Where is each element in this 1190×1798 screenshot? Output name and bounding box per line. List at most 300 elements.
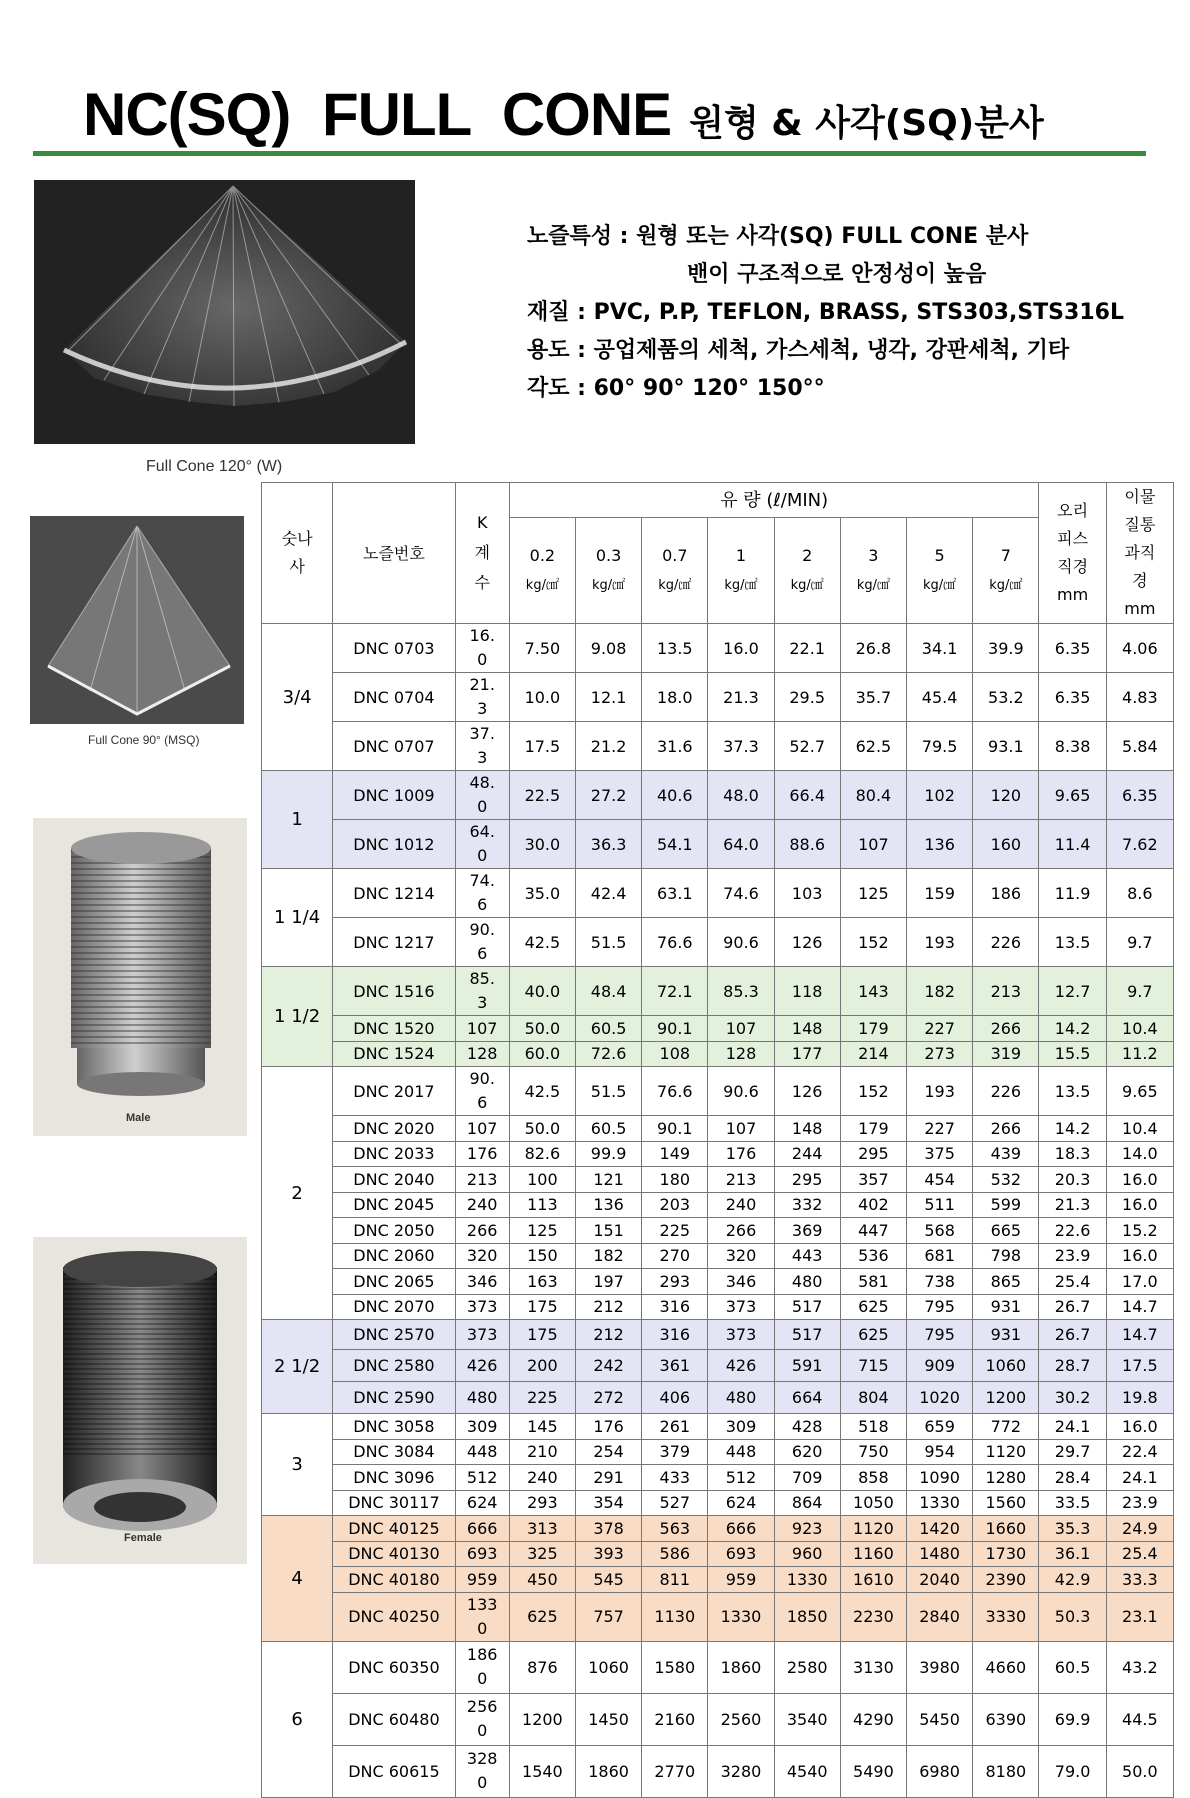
value-cell: 22.4	[1106, 1439, 1173, 1465]
value-cell: 25.4	[1106, 1541, 1173, 1567]
spec-nozzle-characteristics: 노즐특성 : 원형 또는 사각(SQ) FULL CONE 분사	[527, 224, 1029, 249]
value-cell: 439	[973, 1141, 1039, 1167]
value-cell: 30.2	[1039, 1382, 1106, 1414]
value-cell: 426	[708, 1350, 774, 1382]
value-cell: 136	[907, 820, 973, 869]
value-cell: 319	[973, 1041, 1039, 1067]
value-cell: 150	[509, 1243, 575, 1269]
value-cell: 76.6	[642, 1067, 708, 1116]
value-cell: 545	[575, 1567, 641, 1593]
value-cell: 295	[840, 1141, 906, 1167]
table-row	[262, 673, 1174, 722]
pressure-value: 0.7	[662, 545, 688, 565]
value-cell: 858	[840, 1465, 906, 1491]
value-cell: 512	[708, 1465, 774, 1491]
table-row	[262, 1218, 1174, 1244]
value-cell: 4660	[973, 1641, 1039, 1693]
value-cell: 1420	[907, 1516, 973, 1542]
value-cell: 2770	[642, 1745, 708, 1797]
value-cell: 85.3	[708, 967, 774, 1016]
value-cell: 45.4	[907, 673, 973, 722]
value-cell: 54.1	[642, 820, 708, 869]
value-cell: 313	[509, 1516, 575, 1542]
value-cell: 18.0	[642, 673, 708, 722]
model-cell: DNC 0707	[333, 722, 455, 771]
value-cell: 28.7	[1039, 1350, 1106, 1382]
model-cell: DNC 2570	[333, 1320, 455, 1350]
size-cell: 2 1/2	[262, 1320, 333, 1414]
value-cell: 10.0	[509, 673, 575, 722]
value-cell: 225	[642, 1218, 708, 1244]
value-cell: 1730	[973, 1541, 1039, 1567]
value-cell: 28.4	[1039, 1465, 1106, 1491]
value-cell: 27.2	[575, 771, 641, 820]
value-cell: 16.0	[708, 624, 774, 673]
value-cell: 563	[642, 1516, 708, 1542]
value-cell: 664	[774, 1382, 840, 1414]
value-cell: 527	[642, 1490, 708, 1516]
value-cell: 44.5	[1106, 1693, 1173, 1745]
value-cell: 8.6	[1106, 869, 1173, 918]
value-cell: 1130	[642, 1592, 708, 1641]
value-cell: 406	[642, 1382, 708, 1414]
header-orifice-label: 오리피스직경	[1057, 501, 1089, 576]
value-cell: 266	[973, 1116, 1039, 1142]
value-cell: 373	[708, 1294, 774, 1320]
value-cell: 1860	[708, 1641, 774, 1693]
value-cell: 1450	[575, 1693, 641, 1745]
value-cell: 50.0	[1106, 1745, 1173, 1797]
value-cell: 620	[774, 1439, 840, 1465]
value-cell: 33.3	[1106, 1567, 1173, 1593]
header-pressure-0.3	[575, 518, 641, 624]
value-cell: 266	[973, 1016, 1039, 1042]
value-cell: 10.4	[1106, 1016, 1173, 1042]
value-cell: 24.1	[1106, 1465, 1173, 1491]
table-row	[262, 1067, 1174, 1116]
value-cell: 772	[973, 1414, 1039, 1440]
model-cell: DNC 60480	[333, 1693, 455, 1745]
value-cell: 3980	[907, 1641, 973, 1693]
value-cell: 709	[774, 1465, 840, 1491]
size-cell: 1	[262, 771, 333, 869]
value-cell: 210	[509, 1439, 575, 1465]
value-cell: 50.0	[509, 1016, 575, 1042]
value-cell: 11.9	[1039, 869, 1106, 918]
value-cell: 107	[708, 1116, 774, 1142]
value-cell: 357	[840, 1167, 906, 1193]
value-cell: 12.7	[1039, 967, 1106, 1016]
title-sub: 원형 & 사각(SQ)분사	[689, 103, 1044, 144]
table-row	[262, 1641, 1174, 1693]
value-cell: 291	[575, 1465, 641, 1491]
model-cell: DNC 2017	[333, 1067, 455, 1116]
value-cell: 126	[774, 918, 840, 967]
value-cell: 37.3	[708, 722, 774, 771]
size-cell: 6	[262, 1641, 333, 1797]
value-cell: 26.8	[840, 624, 906, 673]
value-cell: 85. 3	[455, 967, 509, 1016]
table-row	[262, 1745, 1174, 1797]
header-pressure-3	[840, 518, 906, 624]
value-cell: 517	[774, 1294, 840, 1320]
value-cell: 511	[907, 1192, 973, 1218]
value-cell: 21. 3	[455, 673, 509, 722]
value-cell: 443	[774, 1243, 840, 1269]
value-cell: 9.65	[1039, 771, 1106, 820]
value-cell: 1060	[973, 1350, 1039, 1382]
value-cell: 954	[907, 1439, 973, 1465]
header-orifice	[1039, 483, 1106, 624]
table-row	[262, 1243, 1174, 1269]
value-cell: 90.6	[708, 918, 774, 967]
table-row	[262, 1294, 1174, 1320]
value-cell: 14.0	[1106, 1141, 1173, 1167]
spec-angles: 각도 : 60° 90° 120° 150°°	[527, 376, 825, 401]
value-cell: 361	[642, 1350, 708, 1382]
value-cell: 107	[455, 1116, 509, 1142]
value-cell: 369	[774, 1218, 840, 1244]
model-cell: DNC 60350	[333, 1641, 455, 1693]
value-cell: 16.0	[1106, 1414, 1173, 1440]
value-cell: 428	[774, 1414, 840, 1440]
table-row	[262, 1516, 1174, 1542]
table-row	[262, 1592, 1174, 1641]
table-row	[262, 1041, 1174, 1067]
value-cell: 295	[774, 1167, 840, 1193]
value-cell: 795	[907, 1294, 973, 1320]
value-cell: 1120	[973, 1439, 1039, 1465]
value-cell: 20.3	[1039, 1167, 1106, 1193]
value-cell: 107	[708, 1016, 774, 1042]
value-cell: 152	[840, 1067, 906, 1116]
table-row	[262, 820, 1174, 869]
model-cell: DNC 0703	[333, 624, 455, 673]
table-row	[262, 1116, 1174, 1142]
header-k-factor: K계수	[455, 483, 509, 624]
value-cell: 24.9	[1106, 1516, 1173, 1542]
value-cell: 35.3	[1039, 1516, 1106, 1542]
value-cell: 959	[708, 1567, 774, 1593]
value-cell: 22.6	[1039, 1218, 1106, 1244]
header-pressure-0.7	[642, 518, 708, 624]
value-cell: 52.7	[774, 722, 840, 771]
model-cell: DNC 1217	[333, 918, 455, 967]
value-cell: 3280	[708, 1745, 774, 1797]
value-cell: 60.5	[575, 1016, 641, 1042]
value-cell: 625	[509, 1592, 575, 1641]
value-cell: 2560	[708, 1693, 774, 1745]
value-cell: 309	[455, 1414, 509, 1440]
value-cell: 179	[840, 1016, 906, 1042]
value-cell: 29.7	[1039, 1439, 1106, 1465]
value-cell: 1330	[708, 1592, 774, 1641]
value-cell: 6.35	[1039, 624, 1106, 673]
value-cell: 270	[642, 1243, 708, 1269]
model-cell: DNC 2020	[333, 1116, 455, 1142]
value-cell: 960	[774, 1541, 840, 1567]
table-row	[262, 1320, 1174, 1350]
value-cell: 242	[575, 1350, 641, 1382]
value-cell: 273	[907, 1041, 973, 1067]
value-cell: 125	[509, 1218, 575, 1244]
header-pressure-7	[973, 518, 1039, 624]
pressure-value: 3	[868, 545, 879, 565]
value-cell: 23.1	[1106, 1592, 1173, 1641]
value-cell: 1060	[575, 1641, 641, 1693]
value-cell: 16.0	[1106, 1167, 1173, 1193]
value-cell: 36.3	[575, 820, 641, 869]
value-cell: 373	[708, 1320, 774, 1350]
table-row	[262, 1167, 1174, 1193]
value-cell: 17.5	[509, 722, 575, 771]
model-cell: DNC 2580	[333, 1350, 455, 1382]
pressure-value: 2	[802, 545, 813, 565]
value-cell: 34.1	[907, 624, 973, 673]
value-cell: 40.6	[642, 771, 708, 820]
model-cell: DNC 40130	[333, 1541, 455, 1567]
value-cell: 5490	[840, 1745, 906, 1797]
value-cell: 256 0	[455, 1693, 509, 1745]
table-row	[262, 1269, 1174, 1295]
value-cell: 200	[509, 1350, 575, 1382]
value-cell: 1020	[907, 1382, 973, 1414]
value-cell: 9.7	[1106, 967, 1173, 1016]
value-cell: 6390	[973, 1693, 1039, 1745]
table-row	[262, 1541, 1174, 1567]
model-cell: DNC 2045	[333, 1192, 455, 1218]
photo-full-cone-90-msq	[30, 516, 244, 724]
photo-male-nozzle	[33, 818, 247, 1136]
value-cell: 309	[708, 1414, 774, 1440]
value-cell: 24.1	[1039, 1414, 1106, 1440]
value-cell: 346	[708, 1269, 774, 1295]
value-cell: 76.6	[642, 918, 708, 967]
model-cell: DNC 2065	[333, 1269, 455, 1295]
value-cell: 26.7	[1039, 1294, 1106, 1320]
value-cell: 74. 6	[455, 869, 509, 918]
value-cell: 316	[642, 1294, 708, 1320]
value-cell: 693	[708, 1541, 774, 1567]
value-cell: 145	[509, 1414, 575, 1440]
value-cell: 163	[509, 1269, 575, 1295]
value-cell: 60.5	[1039, 1641, 1106, 1693]
pressure-unit: kg/㎠	[856, 577, 890, 593]
value-cell: 160	[973, 820, 1039, 869]
value-cell: 373	[455, 1294, 509, 1320]
value-cell: 176	[575, 1414, 641, 1440]
model-cell: DNC 1524	[333, 1041, 455, 1067]
value-cell: 35.7	[840, 673, 906, 722]
value-cell: 4290	[840, 1693, 906, 1745]
size-cell: 4	[262, 1516, 333, 1642]
value-cell: 120	[973, 771, 1039, 820]
model-cell: DNC 3096	[333, 1465, 455, 1491]
value-cell: 17.5	[1106, 1350, 1173, 1382]
value-cell: 63.1	[642, 869, 708, 918]
header-passage: 이물질통과직경mm	[1106, 483, 1173, 624]
value-cell: 536	[840, 1243, 906, 1269]
value-cell: 1610	[840, 1567, 906, 1593]
value-cell: 143	[840, 967, 906, 1016]
value-cell: 254	[575, 1439, 641, 1465]
value-cell: 93.1	[973, 722, 1039, 771]
value-cell: 39.9	[973, 624, 1039, 673]
header-pressure-1	[708, 518, 774, 624]
value-cell: 12.1	[575, 673, 641, 722]
value-cell: 213	[455, 1167, 509, 1193]
value-cell: 581	[840, 1269, 906, 1295]
value-cell: 13.5	[1039, 918, 1106, 967]
value-cell: 11.2	[1106, 1041, 1173, 1067]
value-cell: 175	[509, 1320, 575, 1350]
value-cell: 9.65	[1106, 1067, 1173, 1116]
pressure-value: 0.2	[529, 545, 556, 565]
value-cell: 375	[907, 1141, 973, 1167]
value-cell: 226	[973, 1067, 1039, 1116]
value-cell: 2840	[907, 1592, 973, 1641]
value-cell: 121	[575, 1167, 641, 1193]
value-cell: 102	[907, 771, 973, 820]
value-cell: 599	[973, 1192, 1039, 1218]
value-cell: 66.4	[774, 771, 840, 820]
model-cell: DNC 40125	[333, 1516, 455, 1542]
value-cell: 266	[708, 1218, 774, 1244]
value-cell: 320	[455, 1243, 509, 1269]
value-cell: 186 0	[455, 1641, 509, 1693]
page-title	[83, 80, 1044, 149]
size-cell: 2	[262, 1067, 333, 1320]
value-cell: 10.4	[1106, 1116, 1173, 1142]
value-cell: 226	[973, 918, 1039, 967]
value-cell: 325	[509, 1541, 575, 1567]
value-cell: 272	[575, 1382, 641, 1414]
table-row	[262, 1382, 1174, 1414]
value-cell: 876	[509, 1641, 575, 1693]
table-row	[262, 1693, 1174, 1745]
header-pressure-0.2	[509, 518, 575, 624]
value-cell: 665	[973, 1218, 1039, 1244]
title-underline	[33, 151, 1146, 156]
header-orifice-unit: mm	[1057, 585, 1089, 604]
value-cell: 212	[575, 1294, 641, 1320]
pressure-unit: kg/㎠	[724, 577, 758, 593]
value-cell: 14.2	[1039, 1016, 1106, 1042]
caption-photo2: Full Cone 90° (MSQ)	[88, 733, 200, 747]
table-row	[262, 1465, 1174, 1491]
value-cell: 517	[774, 1320, 840, 1350]
model-cell: DNC 1012	[333, 820, 455, 869]
value-cell: 402	[840, 1192, 906, 1218]
value-cell: 795	[907, 1320, 973, 1350]
value-cell: 13.5	[1039, 1067, 1106, 1116]
header-flow: 유 량 (ℓ/MIN)	[509, 483, 1039, 518]
value-cell: 811	[642, 1567, 708, 1593]
model-cell: DNC 1516	[333, 967, 455, 1016]
value-cell: 176	[455, 1141, 509, 1167]
value-cell: 23.9	[1039, 1243, 1106, 1269]
value-cell: 16.0	[1106, 1192, 1173, 1218]
value-cell: 681	[907, 1243, 973, 1269]
value-cell: 227	[907, 1116, 973, 1142]
pressure-unit: kg/㎠	[989, 577, 1023, 593]
value-cell: 72.1	[642, 967, 708, 1016]
value-cell: 186	[973, 869, 1039, 918]
value-cell: 4.83	[1106, 673, 1173, 722]
value-cell: 90. 6	[455, 918, 509, 967]
value-cell: 316	[642, 1320, 708, 1350]
value-cell: 373	[455, 1320, 509, 1350]
model-cell: DNC 1009	[333, 771, 455, 820]
value-cell: 203	[642, 1192, 708, 1218]
table-row	[262, 1567, 1174, 1593]
value-cell: 22.5	[509, 771, 575, 820]
photo-female-nozzle	[33, 1237, 247, 1564]
value-cell: 26.7	[1039, 1320, 1106, 1350]
value-cell: 8.38	[1039, 722, 1106, 771]
value-cell: 1580	[642, 1641, 708, 1693]
value-cell: 213	[708, 1167, 774, 1193]
model-cell: DNC 30117	[333, 1490, 455, 1516]
value-cell: 29.5	[774, 673, 840, 722]
pressure-value: 7	[1000, 545, 1011, 565]
model-cell: DNC 2590	[333, 1382, 455, 1414]
value-cell: 151	[575, 1218, 641, 1244]
value-cell: 42.9	[1039, 1567, 1106, 1593]
value-cell: 214	[840, 1041, 906, 1067]
value-cell: 1050	[840, 1490, 906, 1516]
value-cell: 266	[455, 1218, 509, 1244]
value-cell: 8180	[973, 1745, 1039, 1797]
value-cell: 6.35	[1039, 673, 1106, 722]
value-cell: 518	[840, 1414, 906, 1440]
value-cell: 6980	[907, 1745, 973, 1797]
value-cell: 625	[840, 1294, 906, 1320]
value-cell: 43.2	[1106, 1641, 1173, 1693]
pressure-unit: kg/㎠	[525, 577, 559, 593]
value-cell: 149	[642, 1141, 708, 1167]
pressure-unit: kg/㎠	[923, 577, 957, 593]
value-cell: 568	[907, 1218, 973, 1244]
value-cell: 212	[575, 1320, 641, 1350]
size-cell: 1 1/2	[262, 967, 333, 1067]
value-cell: 48. 0	[455, 771, 509, 820]
header-pressure-5	[907, 518, 973, 624]
table-row	[262, 1192, 1174, 1218]
value-cell: 14.7	[1106, 1294, 1173, 1320]
value-cell: 99.9	[575, 1141, 641, 1167]
value-cell: 79.0	[1039, 1745, 1106, 1797]
pressure-value: 1	[735, 545, 747, 565]
value-cell: 450	[509, 1567, 575, 1593]
value-cell: 1560	[973, 1490, 1039, 1516]
value-cell: 480	[455, 1382, 509, 1414]
value-cell: 447	[840, 1218, 906, 1244]
value-cell: 757	[575, 1592, 641, 1641]
table-row	[262, 918, 1174, 967]
value-cell: 133 0	[455, 1592, 509, 1641]
value-cell: 959	[455, 1567, 509, 1593]
pressure-unit: kg/㎠	[592, 577, 626, 593]
value-cell: 62.5	[840, 722, 906, 771]
value-cell: 182	[575, 1243, 641, 1269]
value-cell: 512	[455, 1465, 509, 1491]
value-cell: 103	[774, 869, 840, 918]
table-row	[262, 1414, 1174, 1440]
value-cell: 591	[774, 1350, 840, 1382]
value-cell: 666	[455, 1516, 509, 1542]
value-cell: 3330	[973, 1592, 1039, 1641]
